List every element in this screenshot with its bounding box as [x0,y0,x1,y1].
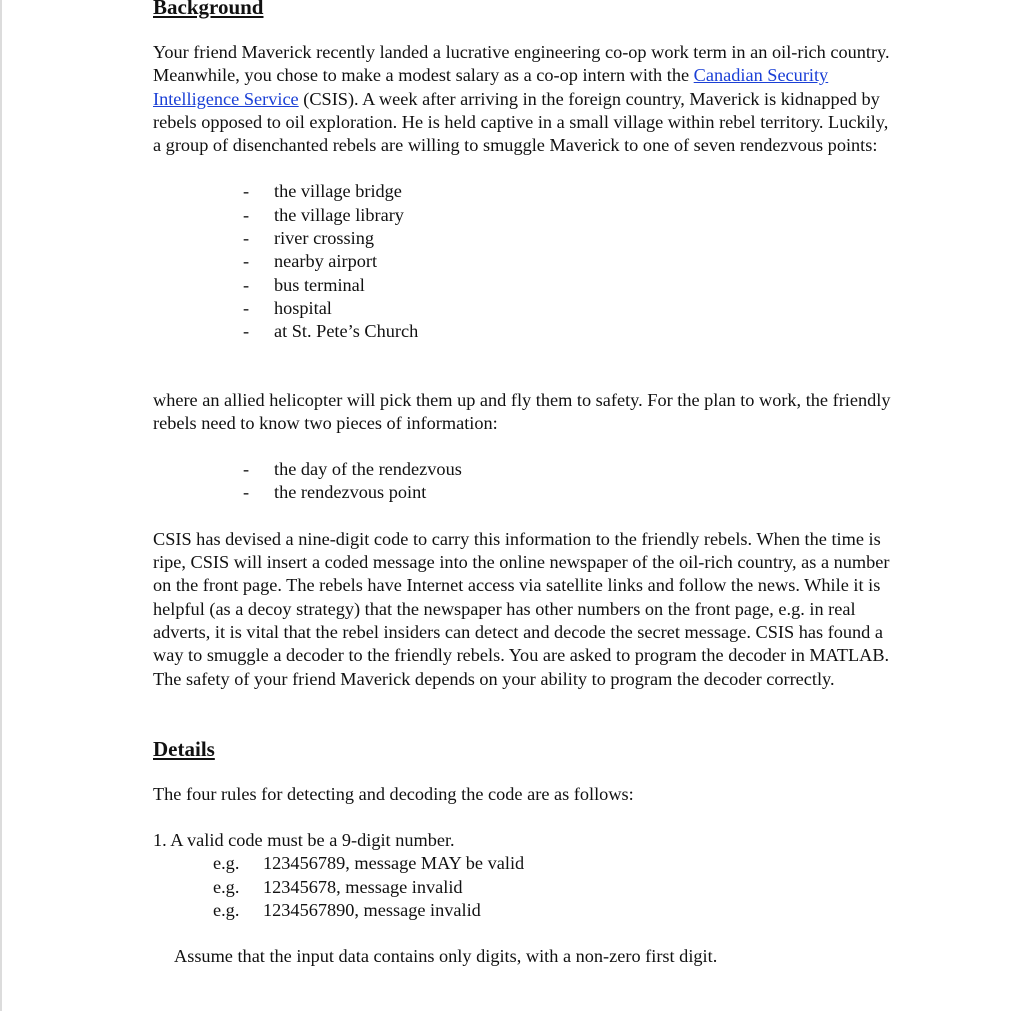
page-left-border [0,0,2,1011]
background-heading: Background [153,0,264,19]
assumption-note: Assume that the input data contains only digits, with a non-zero first digit. [174,946,718,967]
list-item: - river crossing [153,227,893,250]
csis-paragraph: CSIS has devised a nine-digit code to carry this information to the friendly rebels. When the time is ripe, CSIS will insert a coded message into the online newspaper of the oil-rich country, as a number on the front page. The rebels have Internet access via satellite links and follow the news. While it is helpful (as a decoy strategy) that the newspaper has other numbers on the front page, e.g. in real adverts, it is vital that the rebel insiders can detect and decode the secret message. CSIS has found a way to smuggle a decoder to the friendly rebels. You are asked to program the decoder in MATLAB. The safety of your friend Maverick depends on your ability to program the decoder correctly. [153,528,890,689]
list-item: - the rendezvous point [153,481,893,504]
info-pieces-list [153,458,893,505]
rule-1: 1. A valid code must be a 9-digit number. [153,830,455,851]
list-item: - bus terminal [153,274,893,297]
intro-text-part1: Your friend Maverick recently landed a lucrative engineering co-op work term in an oil-rich country. Meanwhile, you chose to make a modest salary as a co-op intern with the [153,42,890,86]
list-item: - the village library [153,204,893,227]
rendezvous-points-list [153,180,893,343]
csis-link[interactable]: Canadian Security Intelligence Service [153,65,829,109]
document-page [153,0,893,969]
example-row [153,899,893,922]
list-item: - at St. Pete’s Church [153,320,893,343]
example-row [153,852,893,875]
list-item: - hospital [153,297,893,320]
example-row [153,876,893,899]
details-heading: Details [153,736,215,761]
example-prefix: e.g. [213,853,240,874]
example-prefix: e.g. [213,900,240,921]
list-item: - nearby airport [153,250,893,273]
example-text: 1234567890, message invalid [263,900,481,921]
background-intro-paragraph [153,41,893,157]
plan-paragraph: where an allied helicopter will pick them up and fly them to safety. For the plan to work, the friendly rebels need to know two pieces of information: [153,389,891,433]
example-prefix: e.g. [213,876,240,897]
list-item: - the day of the rendezvous [153,458,893,481]
example-text: 123456789, message MAY be valid [263,853,525,874]
details-intro: The four rules for detecting and decoding the code are as follows: [153,783,634,804]
list-item: - the village bridge [153,180,893,203]
example-text: 12345678, message invalid [263,876,463,897]
intro-text-part2: (CSIS). A week after arriving in the foreign country, Maverick is kidnapped by rebels opposed to oil exploration. He is held captive in a small village within rebel territory. Luckily, a group of disenchanted rebels are willing to smuggle Maverick to one of seven rendezvous points: [153,88,889,156]
